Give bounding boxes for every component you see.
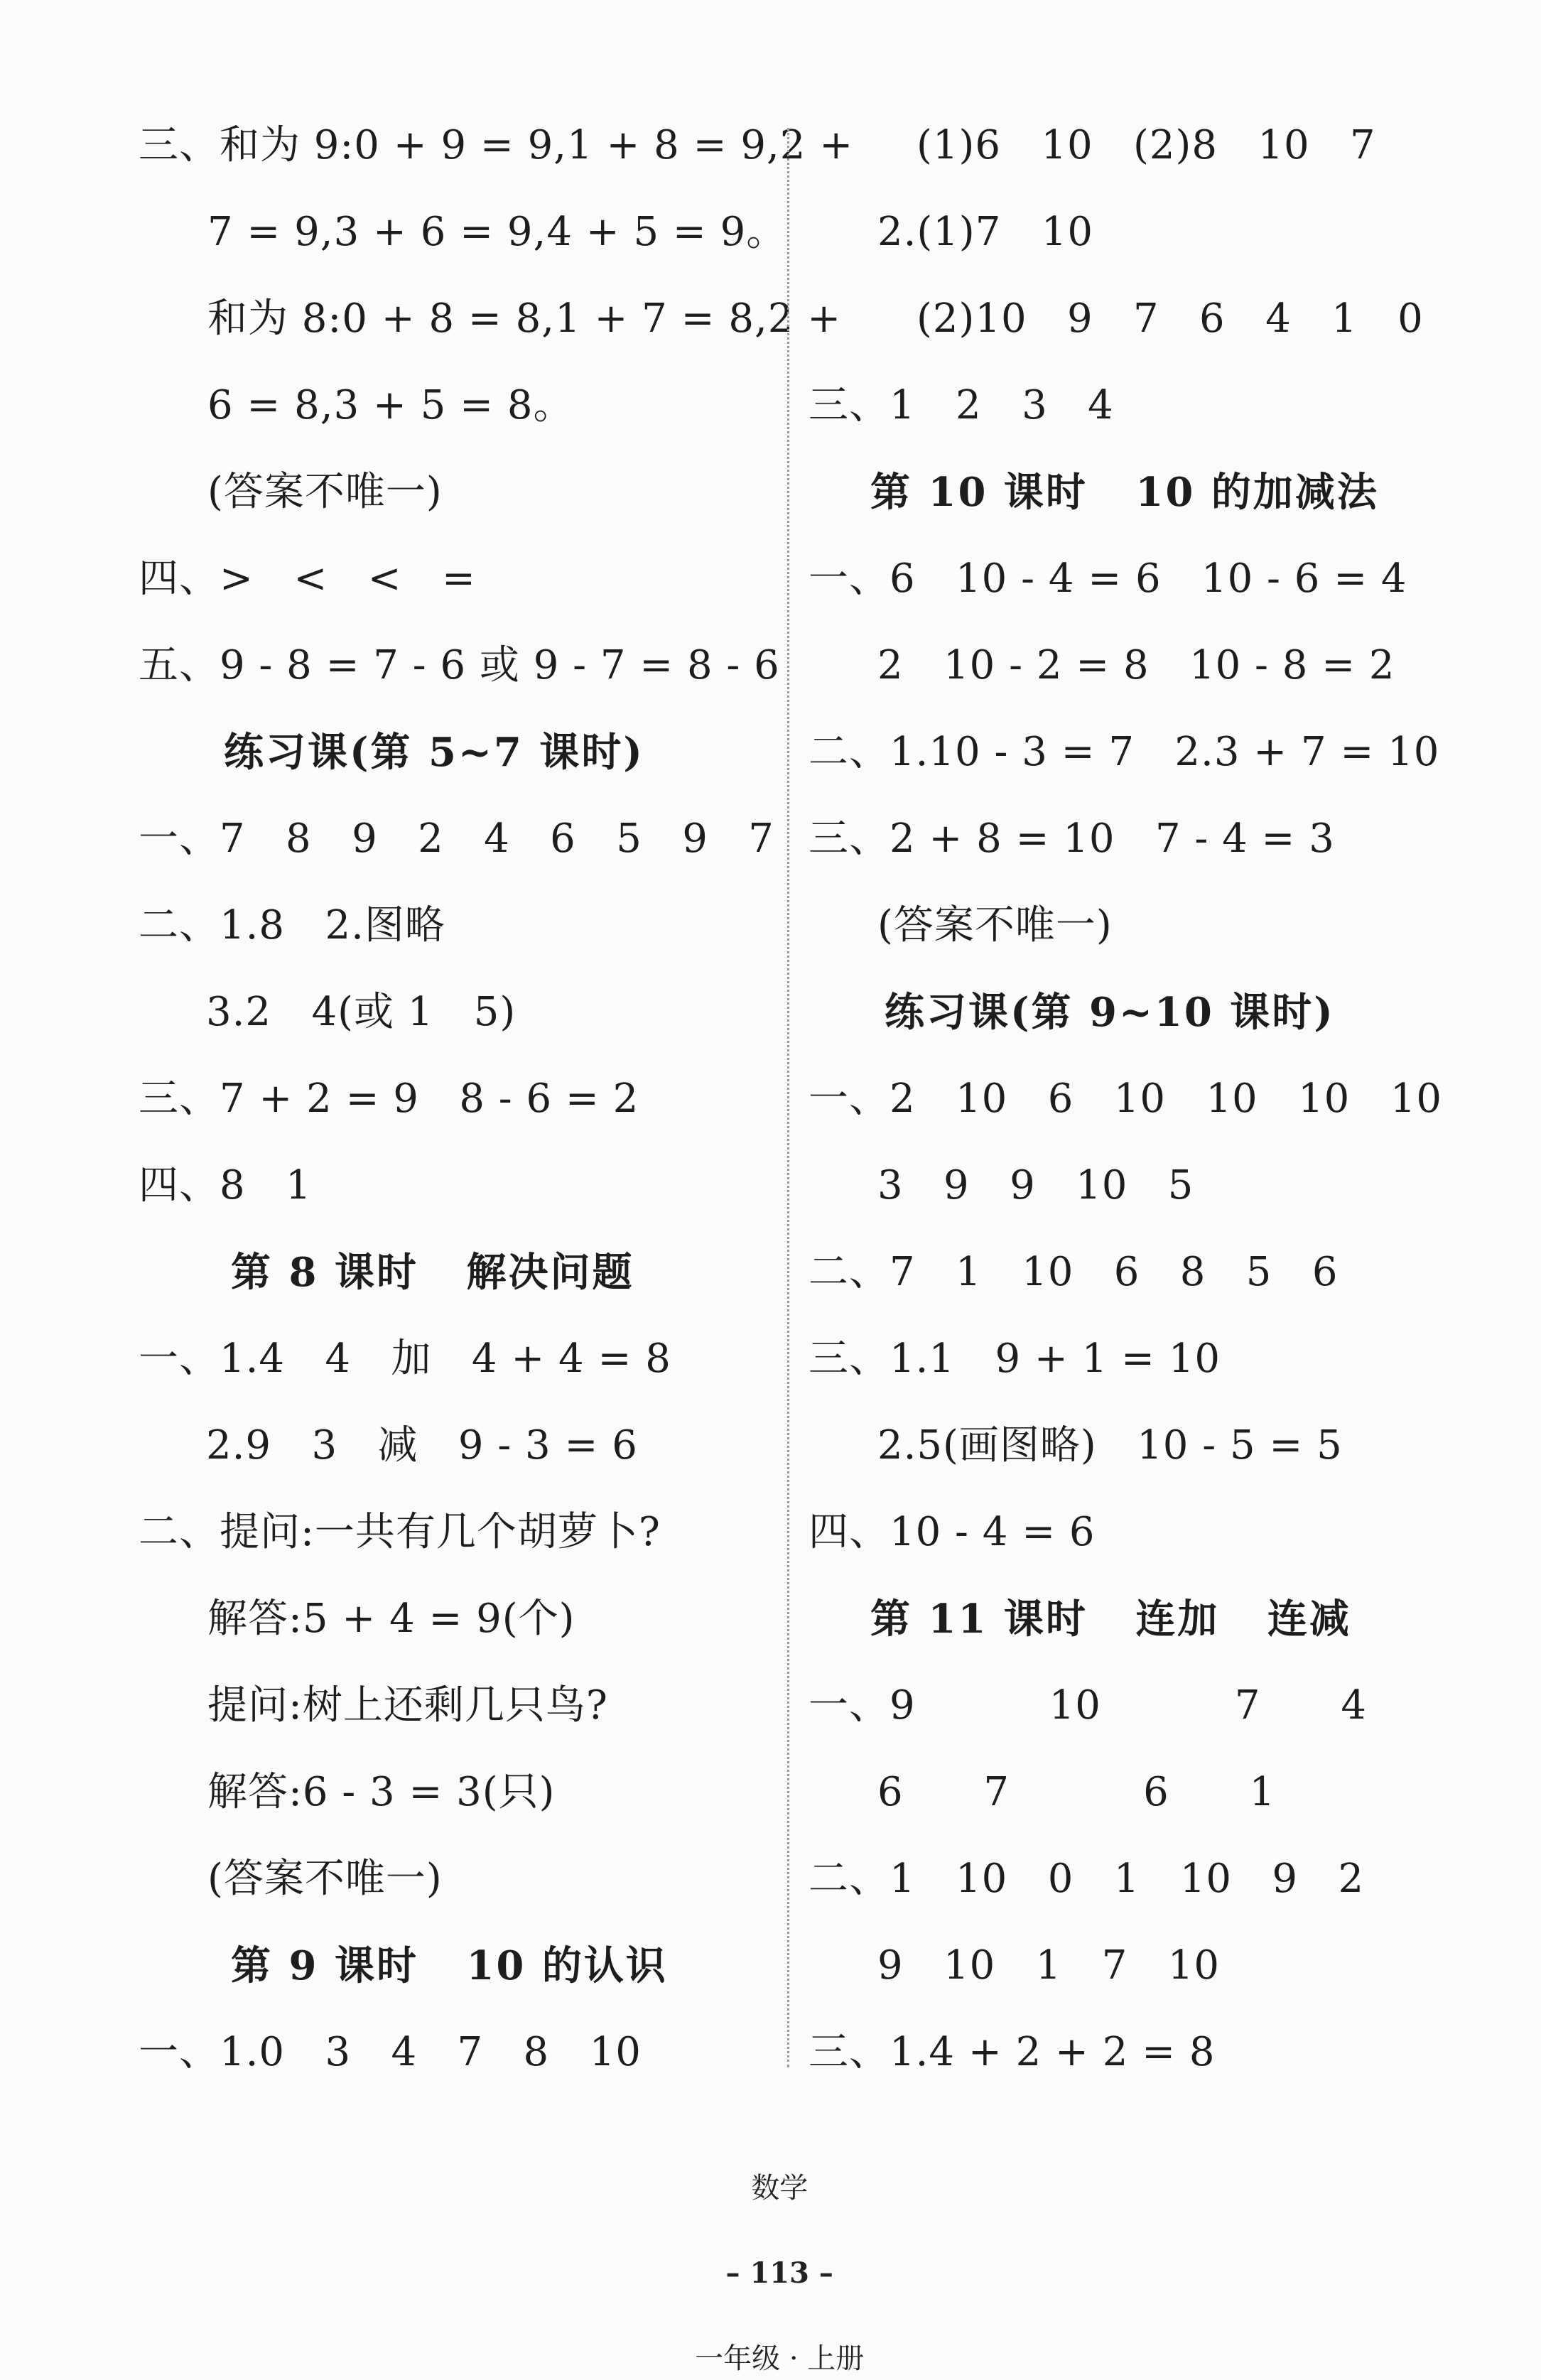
answer-line: 解答:6 - 3 = 3(只) [207, 1769, 556, 1815]
answer-line: (1)6 10 (2)8 10 7 [917, 122, 1376, 168]
section-heading: 练习课(第 9~10 课时) [885, 989, 1335, 1036]
answer-line: (答案不唯一) [207, 469, 443, 515]
answer-line: 2 10 - 2 = 8 10 - 8 = 2 [877, 642, 1395, 688]
answer-line: 2.5(画图略) 10 - 5 = 5 [877, 1422, 1343, 1468]
column-divider [787, 128, 789, 2067]
answer-line: 7 = 9,3 + 6 = 9,4 + 5 = 9。 [207, 209, 787, 255]
answer-line: 三、和为 9:0 + 9 = 9,1 + 8 = 9,2 + [139, 122, 854, 168]
answer-line: 6 7 6 1 [877, 1769, 1276, 1815]
answer-line: 一、6 10 - 4 = 6 10 - 6 = 4 [809, 556, 1407, 602]
answer-line: 9 10 1 7 10 [877, 1942, 1221, 1989]
answer-line: 2.9 3 减 9 - 3 = 6 [206, 1422, 638, 1468]
answer-line: 三、7 + 2 = 9 8 - 6 = 2 [139, 1076, 639, 1122]
answer-line: 五、9 - 8 = 7 - 6 或 9 - 7 = 8 - 6 [139, 642, 780, 688]
answer-line: 和为 8:0 + 8 = 8,1 + 7 = 8,2 + [207, 296, 842, 342]
answer-line: 6 = 8,3 + 5 = 8。 [207, 382, 574, 428]
section-heading: 第 11 课时 连加 连减 [870, 1596, 1351, 1643]
answer-line: 解答:5 + 4 = 9(个) [207, 1596, 575, 1642]
answer-line: 四、10 - 4 = 6 [809, 1509, 1096, 1555]
answer-line: 二、提问:一共有几个胡萝卜? [139, 1509, 661, 1555]
answer-line: 一、9 10 7 4 [809, 1682, 1367, 1729]
section-heading: 第 8 课时 解决问题 [231, 1249, 634, 1296]
answer-line: 三、1.4 + 2 + 2 = 8 [809, 2029, 1216, 2075]
answer-line: 提问:树上还剩几只鸟? [207, 1682, 608, 1729]
section-heading: 第 10 课时 10 的加减法 [870, 469, 1379, 516]
answer-line: 二、1.10 - 3 = 7 2.3 + 7 = 10 [809, 729, 1440, 775]
answer-line: 四、8 1 [139, 1162, 312, 1208]
answer-line: 二、7 1 10 6 8 5 6 [809, 1249, 1339, 1295]
answer-line: (答案不唯一) [877, 902, 1113, 948]
answer-line: 一、7 8 9 2 4 6 5 9 7 [139, 816, 774, 862]
answer-line: 四、> < < = [139, 556, 476, 602]
section-heading: 练习课(第 5~7 课时) [224, 729, 644, 776]
answer-line: 一、1.0 3 4 7 8 10 [139, 2029, 642, 2075]
answer-line: (2)10 9 7 6 4 1 0 [917, 296, 1424, 342]
section-heading: 第 9 课时 10 的认识 [231, 1942, 668, 1989]
answer-line: 三、2 + 8 = 10 7 - 4 = 3 [809, 816, 1335, 862]
answer-line: 二、1 10 0 1 10 9 2 [809, 1856, 1365, 1902]
answer-line: 3 9 9 10 5 [877, 1162, 1194, 1208]
answer-line: 2.(1)7 10 [877, 209, 1094, 255]
footer-grade: 一年级 · 上册 [695, 2342, 865, 2375]
page-number: – 113 – [725, 2256, 833, 2290]
answer-line: 3.2 4(或 1 5) [206, 989, 517, 1035]
page-footer [0, 2124, 1541, 2375]
answer-line: 二、1.8 2.图略 [139, 902, 445, 948]
answer-line: (答案不唯一) [207, 1856, 443, 1902]
answer-line: 一、1.4 4 加 4 + 4 = 8 [139, 1336, 671, 1382]
footer-subject: 数学 [751, 2172, 809, 2205]
answer-line: 三、1.1 9 + 1 = 10 [809, 1336, 1221, 1382]
answer-line: 三、1 2 3 4 [809, 382, 1114, 428]
answer-line: 一、2 10 6 10 10 10 10 [809, 1076, 1442, 1122]
